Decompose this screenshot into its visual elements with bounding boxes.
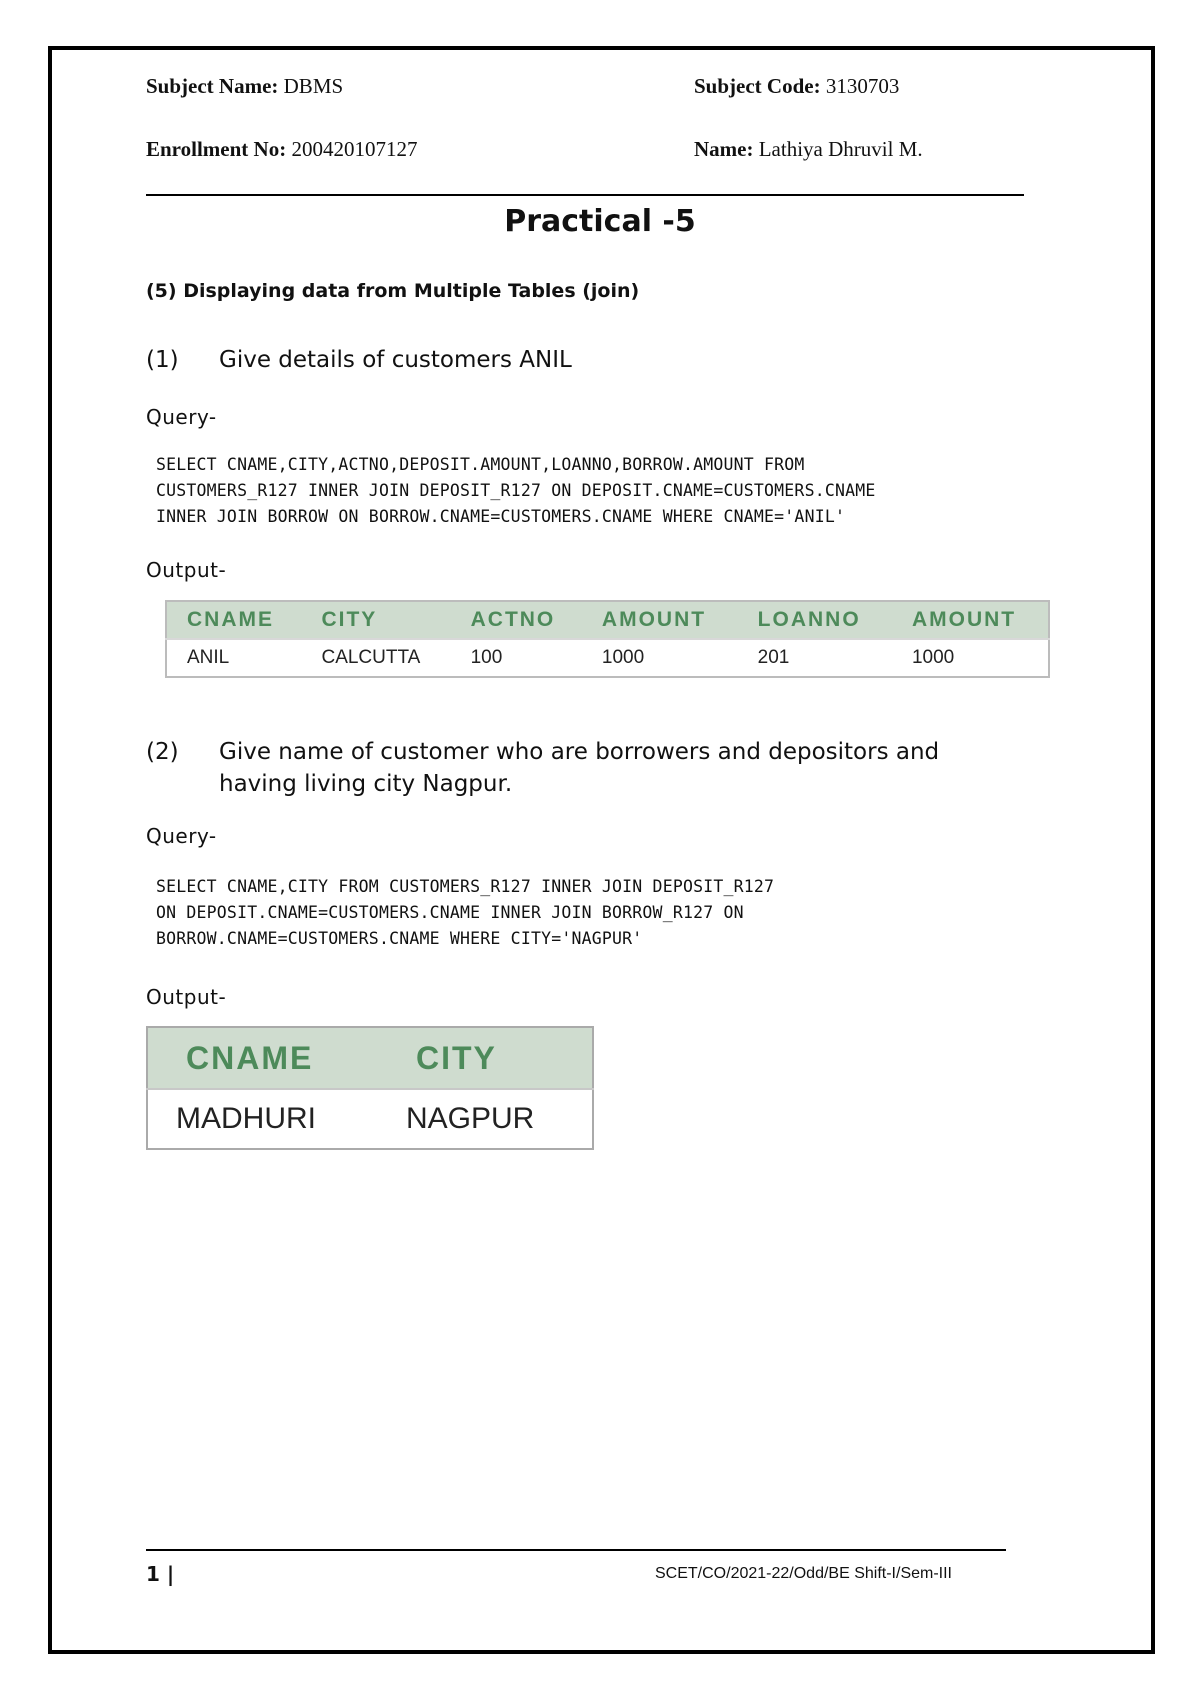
output-1-table xyxy=(165,600,1050,678)
query-1-label: Query- xyxy=(146,405,217,429)
table-row xyxy=(166,639,1049,677)
table-cell: 1000 xyxy=(582,639,738,677)
subject-code: Subject Code: 3130703 xyxy=(694,74,900,98)
question-2-number: (2) xyxy=(146,739,179,765)
column-header: CITY xyxy=(378,1027,593,1089)
output-1-label: Output- xyxy=(146,558,227,582)
code-line: SELECT CNAME,CITY FROM CUSTOMERS_R127 INNER JOIN DEPOSIT_R127 xyxy=(156,877,775,896)
column-header: CITY xyxy=(301,601,450,639)
question-2-line: having living city Nagpur. xyxy=(219,771,513,797)
section-heading: (5) Displaying data from Multiple Tables (join) xyxy=(146,280,640,302)
footer-rule xyxy=(146,1549,1006,1551)
document-code: SCET/CO/2021-22/Odd/BE Shift-I/Sem-III xyxy=(655,1565,952,1582)
query-2-label: Query- xyxy=(146,824,217,848)
page-title: Practical -5 xyxy=(504,204,696,239)
table-cell: CALCUTTA xyxy=(301,639,450,677)
subject-name: Subject Name: DBMS xyxy=(146,74,344,98)
code-line: SELECT CNAME,CITY,ACTNO,DEPOSIT.AMOUNT,LOANNO,BORROW.AMOUNT FROM xyxy=(156,455,805,474)
question-1-number: (1) xyxy=(146,347,179,373)
column-header: AMOUNT xyxy=(582,601,738,639)
column-header: CNAME xyxy=(166,601,301,639)
table-header-row xyxy=(166,601,1049,639)
table-cell: NAGPUR xyxy=(378,1089,593,1149)
code-line: CUSTOMERS_R127 INNER JOIN DEPOSIT_R127 ON DEPOSIT.CNAME=CUSTOMERS.CNAME xyxy=(156,481,876,500)
column-header: AMOUNT xyxy=(892,601,1049,639)
table-cell: MADHURI xyxy=(147,1089,378,1149)
question-1-text: Give details of customers ANIL xyxy=(219,347,572,373)
column-header: LOANNO xyxy=(738,601,892,639)
query-2-code xyxy=(156,874,774,952)
code-line: ON DEPOSIT.CNAME=CUSTOMERS.CNAME INNER JOIN BORROW_R127 ON xyxy=(156,903,744,922)
column-header: CNAME xyxy=(147,1027,378,1089)
output-2-label: Output- xyxy=(146,985,227,1009)
question-2-line: Give name of customer who are borrowers and depositors and xyxy=(219,739,940,765)
code-line: BORROW.CNAME=CUSTOMERS.CNAME WHERE CITY='NAGPUR' xyxy=(156,929,643,948)
enrollment-no: Enrollment No: 200420107127 xyxy=(146,137,418,161)
page-number: 1 | xyxy=(146,1562,175,1586)
query-1-code xyxy=(156,452,876,530)
table-cell: 100 xyxy=(451,639,582,677)
table-cell: 1000 xyxy=(892,639,1049,677)
table-cell: 201 xyxy=(738,639,892,677)
code-line: INNER JOIN BORROW ON BORROW.CNAME=CUSTOMERS.CNAME WHERE CNAME='ANIL' xyxy=(156,507,846,526)
output-2-table xyxy=(146,1026,594,1150)
student-name: Name: Lathiya Dhruvil M. xyxy=(694,137,923,161)
column-header: ACTNO xyxy=(451,601,582,639)
header-rule xyxy=(146,194,1024,196)
table-row xyxy=(147,1089,593,1149)
question-2-text xyxy=(219,736,939,800)
table-cell: ANIL xyxy=(166,639,301,677)
table-header-row xyxy=(147,1027,593,1089)
